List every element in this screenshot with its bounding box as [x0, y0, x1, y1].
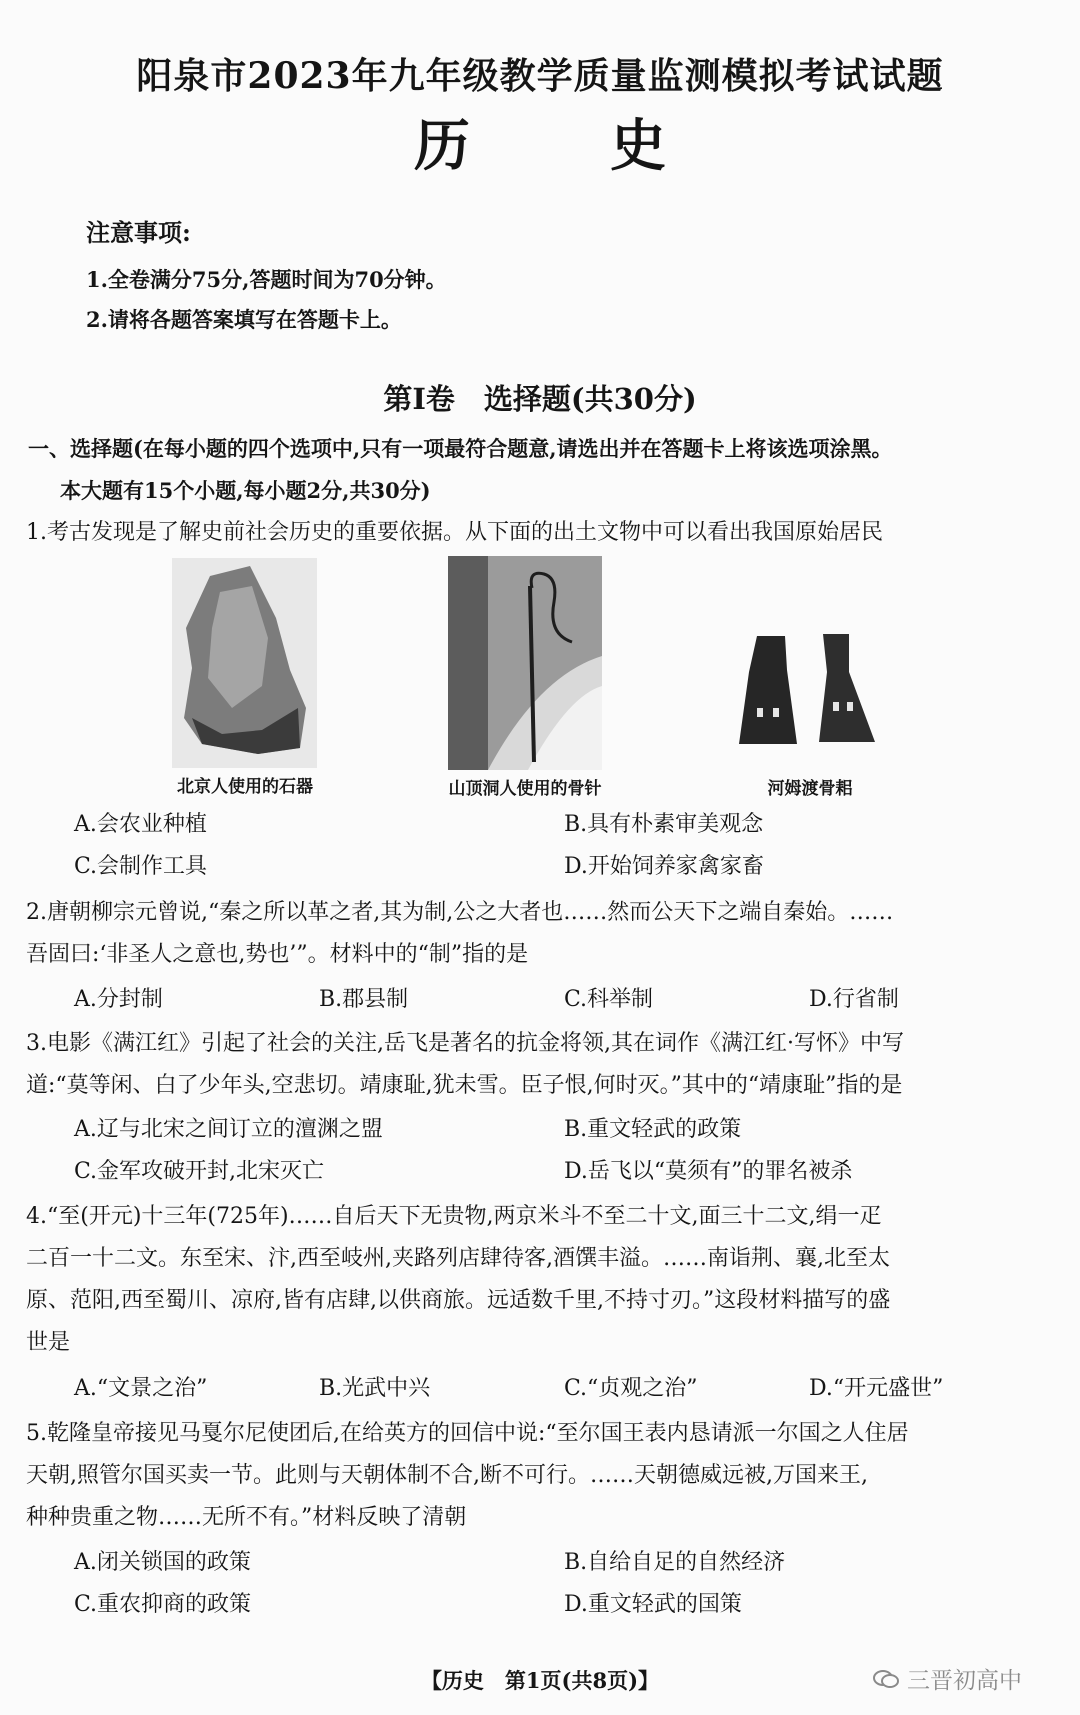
notice-heading: 注意事项:	[86, 218, 191, 247]
stem-line: 种种贵重之物……无所不有。”材料反映了清朝	[26, 1505, 467, 1530]
question-5-stem	[26, 1413, 1026, 1539]
instruction-line: 本大题有15个小题,每小题2分,共30分)	[60, 478, 431, 503]
option-b: B.郡县制	[319, 987, 409, 1012]
option-c: C.“贞观之治”	[564, 1376, 698, 1401]
stem-line: 2.唐朝柳宗元曾说,“秦之所以革之者,其为制,公之大者也……然而公天下之端自秦始。……	[26, 900, 894, 925]
stem-line: 原、范阳,西至蜀川、凉府,皆有店肆,以供商旅。远适数千里,不持寸刃。”这段材料描写的盛	[26, 1288, 891, 1313]
question-2-options	[74, 979, 1024, 1021]
instruction-line: 一、选择题(在每小题的四个选项中,只有一项最符合题意,请选出并在答题卡上将该选项涂黑。	[28, 436, 893, 461]
question-3-options	[74, 1109, 1024, 1193]
bone-spade-image	[735, 630, 885, 750]
option-a: A.闭关锁国的政策	[74, 1550, 251, 1575]
exam-title: 阳泉市2023年九年级教学质量监测模拟考试试题	[136, 55, 944, 97]
watermark	[873, 1662, 1022, 1695]
stem-line: 天朝,照管尔国买卖一节。此则与天朝体制不合,断不可行。……天朝德威远被,万国来王,	[26, 1463, 868, 1488]
wechat-icon	[873, 1669, 899, 1689]
watermark-text: 三晋初高中	[907, 1668, 1022, 1694]
stem-line: 5.乾隆皇帝接见马戛尔尼使团后,在给英方的回信中说:“至尔国王表内恳请派一尔国之人住居	[26, 1421, 909, 1446]
option-a: A.辽与北宋之间订立的澶渊之盟	[74, 1117, 383, 1142]
option-a: A.会农业种植	[74, 812, 207, 837]
figure-caption: 河姆渡骨耜	[767, 779, 853, 799]
option-b: B.具有朴素审美观念	[564, 812, 764, 837]
notice-item: 2.请将各题答案填写在答题卡上。	[86, 307, 402, 332]
notice-item: 1.全卷满分75分,答题时间为70分钟。	[86, 267, 447, 292]
question-3-stem	[26, 1023, 1026, 1107]
stem-line: 二百一十二文。东至宋、汴,西至岐州,夹路列店肆待客,酒馔丰溢。……南诣荆、襄,北至太	[26, 1246, 890, 1271]
question-4-options	[74, 1368, 1024, 1410]
option-b: B.自给自足的自然经济	[564, 1550, 786, 1575]
option-a: A.“文景之治”	[74, 1376, 208, 1401]
option-c: C.科举制	[564, 987, 654, 1012]
option-c: C.金军攻破开封,北宋灭亡	[74, 1159, 325, 1184]
option-d: D.开始饲养家禽家畜	[564, 854, 764, 879]
option-d: D.岳飞以“莫须有”的罪名被杀	[564, 1159, 853, 1184]
option-c: C.重农抑商的政策	[74, 1592, 252, 1617]
figure-caption: 北京人使用的石器	[177, 777, 313, 797]
stone-tool-image	[172, 558, 317, 768]
question-4-stem	[26, 1196, 1026, 1364]
option-d: D.行省制	[809, 987, 899, 1012]
figure-caption: 山顶洞人使用的骨针	[448, 779, 602, 799]
page-footer: 【历史 第1页(共8页)】	[420, 1668, 660, 1693]
option-a: A.分封制	[74, 987, 163, 1012]
stem-line: 道:“莫等闲、白了少年头,空悲切。靖康耻,犹未雪。臣子恨,何时灭。”其中的“靖康耻”指的是	[26, 1073, 903, 1098]
stem-line: 吾固曰:‘非圣人之意也,势也’”。材料中的“制”指的是	[26, 942, 529, 967]
option-c: C.会制作工具	[74, 854, 208, 879]
notice-block	[86, 213, 447, 340]
question-1-options	[74, 804, 1024, 888]
question-2-stem	[26, 892, 1026, 976]
stem-line: 3.电影《满江红》引起了社会的关注,岳飞是著名的抗金将领,其在词作《满江红·写怀》中写	[26, 1031, 904, 1056]
option-d: D.“开元盛世”	[809, 1376, 944, 1401]
subject-title: 历史	[414, 113, 806, 179]
option-b: B.重文轻武的政策	[564, 1117, 742, 1142]
question-5-options	[74, 1542, 1024, 1626]
option-d: D.重文轻武的国策	[564, 1592, 742, 1617]
section-title: 第Ⅰ卷 选择题(共30分)	[383, 382, 697, 416]
question-1-stem: 1.考古发现是了解史前社会历史的重要依据。从下面的出土文物中可以看出我国原始居民	[26, 520, 883, 545]
section-instruction	[28, 428, 893, 512]
stem-line: 4.“至(开元)十三年(725年)……自后天下无贵物,两京米斗不至二十文,面三十二文,绢一疋	[26, 1204, 882, 1229]
bone-needle-image	[448, 556, 602, 770]
option-b: B.光武中兴	[319, 1376, 431, 1401]
stem-line: 世是	[26, 1330, 71, 1355]
